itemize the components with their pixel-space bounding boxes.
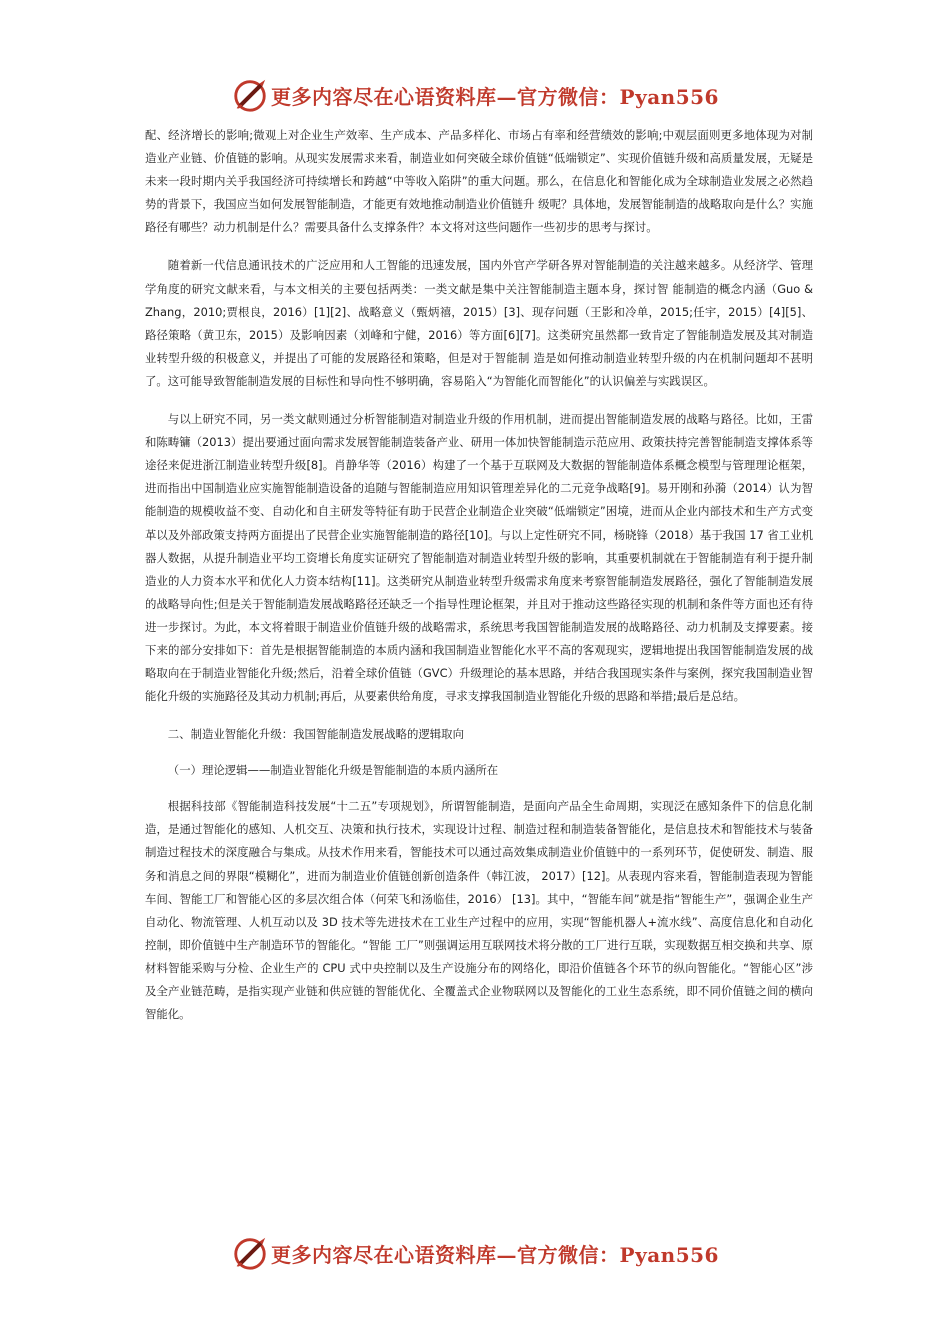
pen-brush-logo-icon bbox=[231, 1234, 269, 1272]
paragraph-literature-review: 随着新一代信息通讯技术的广泛应用和人工智能的迅速发展，国内外官产学研各界对智能制造的关注越来越多。从经济学、管理学角度的研究文献来看，与本文相关的主要包括两类：一类文献是集中关注智能制造主题本身，探讨智 能制造的概念内涵（Guo & Zhang，2010;贾根良，2016）[1][2]、战略意义（甄炳禧，2015）[3]、现存问题（王影和冷单，2015;任宇，2015）[4][5]、路径策略（黄卫东，2015）及影响因素（刘峰和宁健，2016）等方面[6][7]。这类研究虽然都一致肯定了智能制造发展及其对制造业转型升级的积极意义，并提出了可能的发展路径和策略，但是对于智能制 造是如何推动制造业转型升级的内在机制问题却不甚明了。这可能导致智能制造发展的目标性和导向性不够明确，容易陷入“为智能化而智能化”的认识偏差与实践误区。 bbox=[145, 258, 813, 388]
banner-text: 更多内容尽在心语资料库—官方微信：Pyan556 bbox=[271, 1242, 719, 1267]
document-body bbox=[145, 124, 813, 1041]
subsection-heading: （一）理论逻辑——制造业智能化升级是智能制造的本质内涵所在 bbox=[167, 763, 499, 778]
paragraph-definition: 根据科技部《智能制造科技发展“十二五”专项规划》，所谓智能制造，是面向产品全生命周期，实现泛在感知条件下的信息化制造，是通过智能化的感知、人机交互、决策和执行技术，实现设计过程、制造过程和制造装备智能化，是信息技术和智能技术与装备制造过程技术的深度融合与集成。从技术作用来看，智能技术可以通过高效集成制造业价值链中的一系列环节，促使研发、制造、服务和消息之间的界限“模糊化”，进而为制造业价值链创新创造条件（韩江波， 2017）[12]。从表现内容来看，智能制造表现为智能车间、智能工厂和智能⼼区的多层次组合体（何荣飞和汤临佳，2016） [13]。其中，“智能车间”就是指“智能生产”，强调企业生产自动化、物流管理、人机互动以及 3D 技术等先进技术在工业生产过程中的应用，实现“智能机器人+流水线”、高度信息化和自动化控制，即价值链中生产制造环节的智能化。“智能 工厂”则强调运用互联网技术将分散的工厂进行互联，实现数据互相交换和共享、原材料智能采购与分检、企业生产的 CPU 式中央控制以及生产设施分布的网络化，即沿价值链各个环节的纵向智能化。“智能⼼区”涉及全产业链范畴，是指实现产业链和供应链的智能优化、全覆盖式企业物联网以及智能化的工业生态系统，即不同价值链之间的横向智能化。 bbox=[145, 799, 813, 1022]
banner-text: 更多内容尽在心语资料库—官方微信：Pyan556 bbox=[271, 84, 719, 109]
paragraph-continuation: 配、经济增长的影响;微观上对企业生产效率、生产成本、产品多样化、市场占有率和经营绩效的影响;中观层面则更多地体现为对制造业产业链、价值链的影响。从现实发展需求来看，制造业如何突破全球价值链“低端锁定”、实现价值链升级和高质量发展，无疑是未来一段时期内关乎我国经济可持续增长和跨越“中等收入陷阱”的重大问题。那么，在信息化和智能化成为全球制造业发展之必然趋势的背景下，我国应当如何发展智能制造，才能更有效地推动制造业价值链升 级呢？具体地，发展智能制造的战略取向是什么？实施路径有哪些？动力机制是什么？需要具备什么支撑条件？本文将对这些问题作一些初步的思考与探讨。 bbox=[145, 128, 813, 235]
header-banner bbox=[0, 70, 950, 120]
paragraph-research-framework: 与以上研究不同，另一类文献则通过分析智能制造对制造业升级的作用机制，进而提出智能制造发展的战略与路径。比如，王雷和陈畴镛（2013）提出要通过面向需求发展智能制造装备产业、研用一体加快智能制造示范应用、政策扶持完善智能制造支撑体系等途径来促进浙江制造业转型升级[8]。肖静华等（2016）构建了一个基于互联网及大数据的智能制造体系概念模型与管理理论框架，进而指出中国制造业应实施智能制造设备的追随与智能制造应用知识管理差异化的二元竞争战略[9]。易开刚和孙漪（2014）认为智能制造的规模收益不变、自动化和自主研发等特征有助于民营企业制造企业突破“低端锁定”困境，进而从企业内部技术和生产方式变革以及外部政策支持两方面提出了民营企业实施智能制造的路径[10]。与以上定性研究不同，杨晓锋（2018）基于我国 17 省工业机器人数据，从提升制造业平均工资增长角度实证研究了智能制造对制造业转型升级的影响，其重要机制就在于智能制造有利于提升制造业的人力资本水平和优化人力资本结构[11]。这类研究从制造业转型升级需求角度来考察智能制造发展路径，强化了智能制造发展的战略导向性;但是关于智能制造发展战略路径还缺乏一个指导性理论框架，并且对于推动这些路径实现的机制和条件等方面也还有待进一步探讨。为此，本文将着眼于制造业价值链升级的战略需求，系统思考我国智能制造发展的战略路径、动力机制及支撑要素。接下来的部分安排如下：首先是根据智能制造的本质内涵和我国制造业智能化水平不高的客观现实，逻辑地提出我国智能制造发展的战略取向在于制造业智能化升级;然后，沿着全球价值链（GVC）升级理论的基本思路，并结合我国现实条件与案例，探究我国制造业智能化升级的实施路径及其动力机制;再后，从要素供给角度，寻求支撑我国制造业智能化升级的思路和举措;最后是总结。 bbox=[145, 412, 813, 704]
pen-brush-logo-icon bbox=[231, 76, 269, 114]
footer-banner bbox=[0, 1228, 950, 1278]
section-heading: 二、制造业智能化升级：我国智能制造发展战略的逻辑取向 bbox=[167, 727, 464, 742]
